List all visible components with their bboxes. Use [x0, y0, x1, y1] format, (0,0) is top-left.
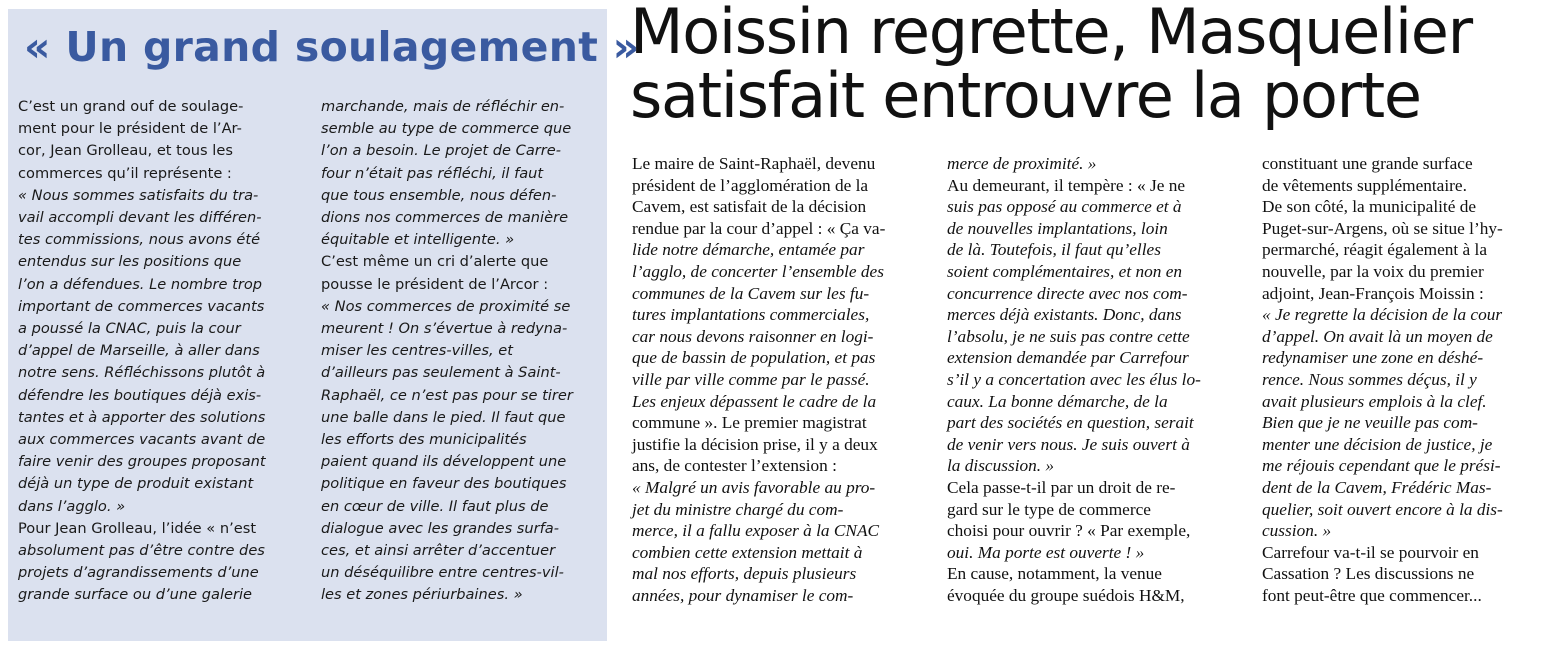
text-line: justifie la décision prise, il y a deux	[632, 434, 878, 454]
text-line: lide notre démarche, entamée par	[632, 240, 865, 260]
text-line: car nous devons raisonner en logi-	[632, 326, 874, 346]
article-column-3	[1262, 153, 1558, 606]
text-line: dans l’agglo. »	[18, 497, 126, 515]
text-line: « Nos commerces de proximité se	[321, 297, 571, 315]
text-line: les et zones périurbaines. »	[321, 586, 523, 604]
text-line: combien cette extension mettait à	[632, 542, 863, 562]
text-line: ces, et ainsi arrêter d’accentuer	[321, 542, 556, 560]
text-line: C’est même un cri d’alerte que	[321, 253, 549, 271]
text-line: merce, il a fallu exposer à la CNAC	[632, 521, 880, 541]
text-line: suis pas opposé au commerce et à	[947, 197, 1182, 217]
text-line: communes de la Cavem sur les fu-	[632, 283, 870, 303]
text-line: une balle dans le pied. Il faut que	[321, 408, 566, 426]
text-line: vail accompli devant les différen-	[18, 209, 262, 227]
text-line: mal nos efforts, depuis plusieurs	[632, 564, 857, 584]
text-line: avait plusieurs emplois à la clef.	[1262, 391, 1487, 411]
text-line: part des sociétés en question, serait	[947, 413, 1194, 433]
text-line: l’on a besoin. Le projet de Carre-	[321, 142, 562, 160]
text-line: évoquée du groupe suédois H&M,	[947, 585, 1185, 605]
text-line: faire venir des groupes proposant	[18, 453, 266, 471]
text-line: absolument pas d’être contre des	[18, 542, 265, 560]
text-line: de là. Toutefois, il faut qu’elles	[947, 240, 1161, 260]
text-line: Au demeurant, il tempère : « Je ne	[947, 175, 1186, 195]
text-line: menter une décision de justice, je	[1262, 434, 1493, 454]
text-line: gard sur le type de commerce	[947, 499, 1151, 519]
text-line: Pour Jean Grolleau, l’idée « n’est	[18, 519, 257, 537]
text-line: d’appel de Marseille, à aller dans	[18, 342, 260, 360]
text-line: entendus sur les positions que	[18, 253, 242, 271]
text-line: important de commerces vacants	[18, 297, 265, 315]
text-line: a poussé la CNAC, puis la cour	[18, 320, 241, 338]
text-line: merce de proximité. »	[947, 154, 1097, 173]
text-line: rendue par la cour d’appel : « Ça va-	[632, 218, 886, 238]
text-line: En cause, notamment, la venue	[947, 564, 1162, 584]
text-line: Cavem, est satisfait de la décision	[632, 197, 867, 217]
text-line: de nouvelles implantations, loin	[947, 218, 1168, 238]
text-line: cor, Jean Grolleau, et tous les	[18, 142, 233, 160]
sidebar-title: « Un grand soulagement »	[24, 23, 640, 71]
text-line: four n’était pas réfléchi, il faut	[321, 164, 544, 182]
text-line: équitable et intelligente. »	[321, 231, 515, 249]
text-line: cussion. »	[1262, 521, 1332, 541]
text-line: l’agglo, de concerter l’ensemble des	[632, 261, 884, 281]
text-line: paient quand ils développent une	[321, 453, 567, 471]
text-line: semble au type de commerce que	[321, 120, 572, 138]
text-line: dent de la Cavem, Frédéric Mas-	[1262, 477, 1492, 497]
text-line: s’il y a concertation avec les élus lo-	[947, 369, 1201, 389]
text-line: Les enjeux dépassent le cadre de la	[632, 391, 877, 411]
text-line: Cassation ? Les discussions ne	[1262, 564, 1475, 584]
sidebar-box	[8, 9, 640, 641]
text-line: concurrence directe avec nos com-	[947, 283, 1188, 303]
text-line: les efforts des municipalités	[321, 431, 527, 449]
text-line: « Nous sommes satisfaits du tra-	[18, 186, 259, 204]
text-line: d’appel. On avait là un moyen de	[1262, 326, 1493, 346]
article-column-1	[632, 153, 928, 606]
text-line: oui. Ma porte est ouverte ! »	[947, 542, 1145, 562]
text-line: dialogue avec les grandes surfa-	[321, 519, 560, 537]
text-line: Puget-sur-Argens, où se situe l’hy-	[1262, 218, 1503, 238]
text-line: De son côté, la municipalité de	[1262, 197, 1477, 217]
text-line: Cela passe-t-il par un droit de re-	[947, 477, 1176, 497]
text-line: rence. Nous sommes déçus, il y	[1262, 369, 1477, 389]
text-line: jet du ministre chargé du com-	[632, 499, 844, 519]
sidebar-column-left	[18, 96, 298, 607]
text-line: soient complémentaires, et non en	[947, 261, 1183, 281]
text-line: ans, de contester l’extension :	[632, 456, 837, 476]
text-line: la discussion. »	[947, 456, 1055, 476]
text-line: politique en faveur des boutiques	[321, 475, 567, 493]
text-line: choisi pour ouvrir ? « Par exemple,	[947, 521, 1191, 541]
text-line: défendre les boutiques déjà exis-	[18, 386, 262, 404]
text-line: « Je regrette la décision de la cour	[1262, 305, 1503, 325]
text-line: C’est un grand ouf de soulage-	[18, 98, 244, 115]
text-line: pousse le président de l’Arcor :	[321, 275, 549, 293]
text-line: font peut-être que commencer...	[1262, 585, 1482, 605]
headline-line: Moissin regrette, Masquelier	[630, 0, 1472, 68]
text-line: caux. La bonne démarche, de la	[947, 391, 1168, 411]
text-line: Carrefour va-t-il se pourvoir en	[1262, 542, 1479, 562]
text-line: commerces qu’il représente :	[18, 164, 232, 182]
text-line: redynamiser une zone en déshé-	[1262, 348, 1484, 368]
headline-line: satisfait entrouvre la porte	[630, 59, 1421, 132]
text-line: projets d’agrandissements d’une	[18, 564, 259, 582]
text-line: que de bassin de population, et pas	[632, 348, 876, 368]
text-line: meurent ! On s’évertue à redyna-	[321, 320, 568, 338]
text-line: me réjouis cependant que le prési-	[1262, 456, 1501, 476]
text-line: un déséquilibre entre centres-vil-	[321, 564, 564, 582]
text-line: grande surface ou d’une galerie	[18, 586, 253, 604]
article-headline	[630, 0, 1472, 132]
text-line: miser les centres-villes, et	[321, 342, 513, 360]
text-line: marchande, mais de réfléchir en-	[321, 98, 565, 115]
text-line: dions nos commerces de manière	[321, 209, 569, 227]
text-line: « Malgré un avis favorable au pro-	[632, 477, 876, 497]
text-line: années, pour dynamiser le com-	[632, 585, 854, 605]
text-line: Raphaël, ce n’est pas pour se tirer	[321, 386, 573, 404]
text-line: Le maire de Saint-Raphaël, devenu	[632, 154, 876, 173]
article-column-2	[947, 153, 1243, 606]
text-line: merces déjà existants. Donc, dans	[947, 305, 1182, 325]
text-line: tes commissions, nous avons été	[18, 231, 261, 249]
text-line: tantes et à apporter des solutions	[18, 408, 266, 426]
text-line: tures implantations commerciales,	[632, 305, 870, 325]
text-line: de vêtements supplémentaire.	[1262, 175, 1467, 195]
text-line: Bien que je ne veuille pas com-	[1262, 413, 1478, 433]
text-line: notre sens. Réfléchissons plutôt à	[18, 364, 266, 382]
text-line: ville par ville comme par le passé.	[632, 369, 870, 389]
text-line: l’absolu, je ne suis pas contre cette	[947, 326, 1190, 346]
text-line: d’ailleurs pas seulement à Saint-	[321, 364, 561, 382]
text-line: aux commerces vacants avant de	[18, 431, 266, 449]
text-line: l’on a défendues. Le nombre trop	[18, 275, 263, 293]
text-line: que tous ensemble, nous défen-	[321, 186, 557, 204]
text-line: adjoint, Jean-François Moissin :	[1262, 283, 1484, 303]
text-line: permarché, réagit également à la	[1262, 240, 1488, 260]
text-line: président de l’agglomération de la	[632, 175, 869, 195]
text-line: en cœur de ville. Il faut plus de	[321, 497, 549, 515]
text-line: de venir vers nous. Je suis ouvert à	[947, 434, 1190, 454]
text-line: quelier, soit ouvert encore à la dis-	[1262, 499, 1503, 519]
text-line: ment pour le président de l’Ar-	[18, 120, 242, 138]
text-line: commune ». Le premier magistrat	[632, 413, 867, 433]
text-line: déjà un type de produit existant	[18, 475, 254, 493]
text-line: nouvelle, par la voix du premier	[1262, 261, 1484, 281]
sidebar-column-right	[321, 96, 601, 607]
text-line: extension demandée par Carrefour	[947, 348, 1189, 368]
text-line: constituant une grande surface	[1262, 154, 1473, 173]
